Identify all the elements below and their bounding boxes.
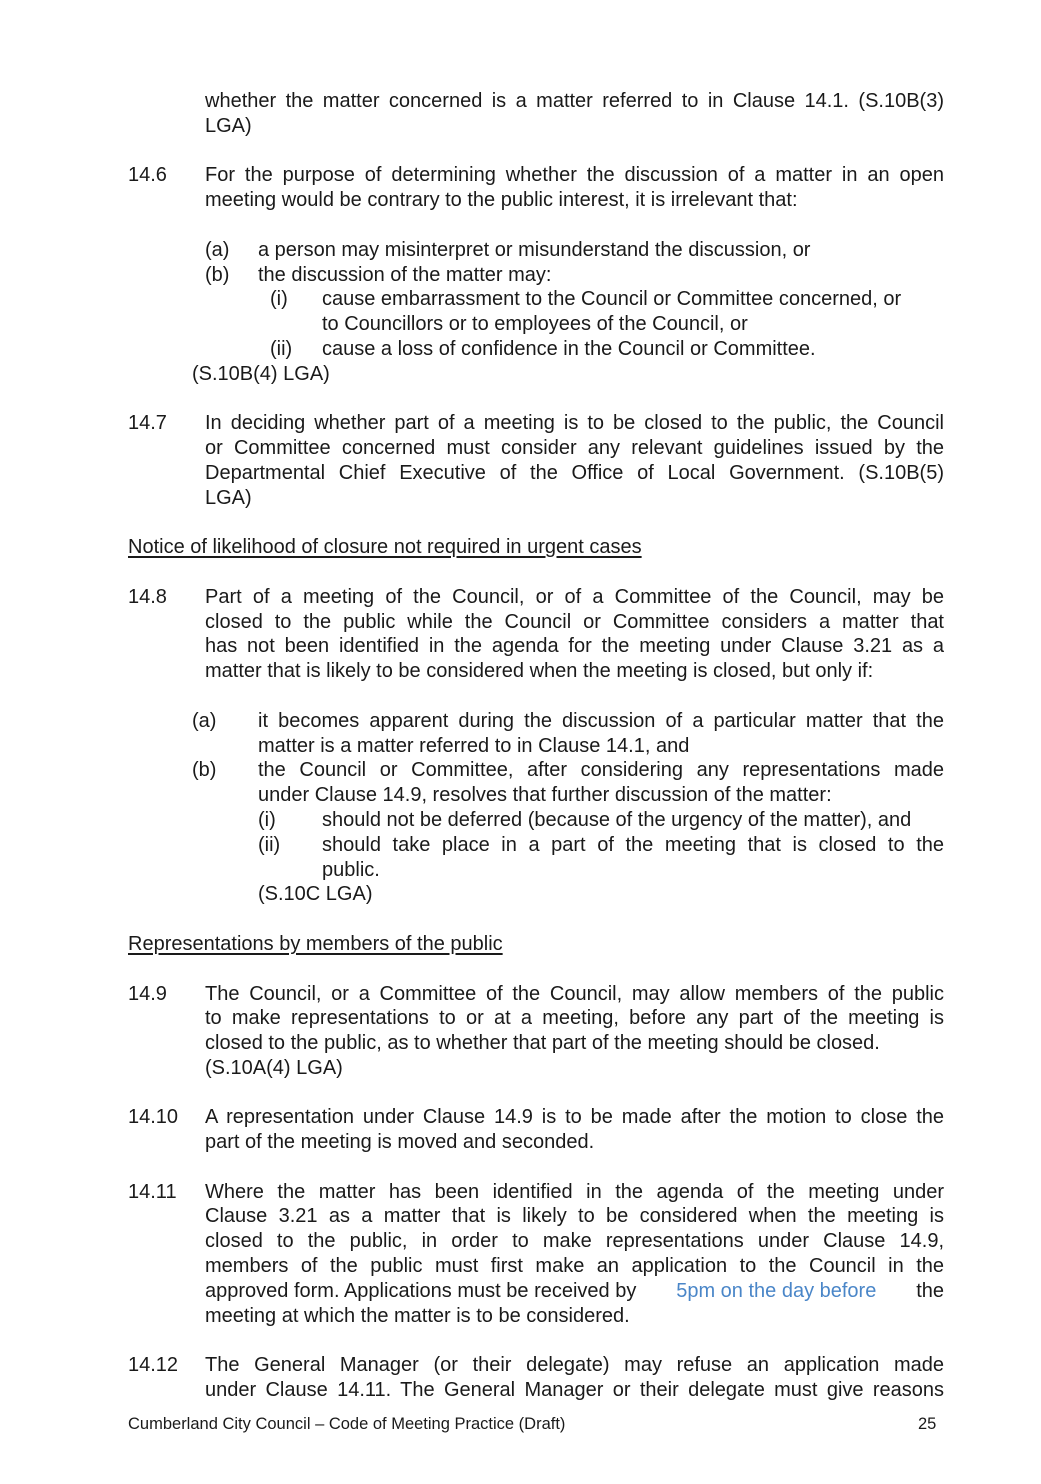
text-line: Part of a meeting of the Council, or of a Committee of the Council, may be [205, 586, 944, 608]
list-marker: (a) [205, 239, 230, 261]
list-marker: (ii) [258, 834, 281, 856]
citation: (S.10A(4) LGA) [205, 1057, 343, 1079]
text-line: should take place in a part of the meeting that is closed to the [322, 834, 944, 856]
text-line: whether the matter concerned is a matter referred to in Clause 14.1. (S.10B(3) [205, 90, 944, 112]
citation: (S.10B(4) LGA) [192, 363, 330, 385]
deadline-link[interactable]: 5pm on the day before [676, 1280, 877, 1302]
text-line: members of the public must first make an application to the Council in the [205, 1255, 944, 1277]
text-line: For the purpose of determining whether the discussion of a matter in an open [205, 164, 944, 186]
text-line: Where the matter has been identified in the agenda of the meeting under [205, 1181, 944, 1203]
clause-number: 14.8 [128, 586, 167, 608]
text-line: closed to the public, in order to make representations under Clause 14.9, [205, 1230, 944, 1252]
list-marker: (b) [205, 264, 230, 286]
text-line: Clause 3.21 as a matter that is likely to be considered when the meeting is [205, 1205, 944, 1227]
text-line: under Clause 14.9, resolves that further discussion of the matter: [258, 784, 832, 806]
text-line: public. [322, 859, 380, 881]
text-line: LGA) [205, 487, 252, 509]
clause-number: 14.12 [128, 1354, 179, 1376]
footer-title: Cumberland City Council – Code of Meeting Practice (Draft) [128, 1415, 566, 1433]
citation: (S.10C LGA) [258, 883, 373, 905]
text-line: to Councillors or to employees of the Council, or [322, 313, 748, 335]
text-line: has not been identified in the agenda for the meeting under Clause 3.21 as a [205, 635, 944, 657]
text-line: cause a loss of confidence in the Council or Committee. [322, 338, 816, 360]
text-fragment: the [916, 1280, 945, 1302]
clause-number: 14.7 [128, 412, 167, 434]
clause-number: 14.10 [128, 1106, 179, 1128]
list-marker: (b) [192, 759, 217, 781]
text-line: The Council, or a Committee of the Council, may allow members of the public [205, 983, 944, 1005]
text-line: matter is a matter referred to in Clause 14.1, and [258, 735, 690, 757]
list-marker: (i) [258, 809, 276, 831]
text-line: meeting at which the matter is to be considered. [205, 1305, 630, 1327]
clause-number: 14.6 [128, 164, 167, 186]
text-line: part of the meeting is moved and seconded. [205, 1131, 595, 1153]
text-line: In deciding whether part of a meeting is to be closed to the public, the Council [205, 412, 944, 434]
section-heading: Representations by members of the public [128, 933, 503, 955]
text-line: matter that is likely to be considered when the meeting is closed, but only if: [205, 660, 874, 682]
list-marker: (a) [192, 710, 217, 732]
text-line: to make representations to or at a meeting, before any part of the meeting is [205, 1007, 944, 1029]
text-line [205, 1279, 944, 1304]
text-line: under Clause 14.11. The General Manager or their delegate must give reasons [205, 1379, 944, 1401]
text-line: The General Manager (or their delegate) may refuse an application made [205, 1354, 944, 1376]
text-line: closed to the public while the Council or Committee considers a matter that [205, 611, 944, 633]
text-line: the Council or Committee, after considering any representations made [258, 759, 944, 781]
text-line: LGA) [205, 115, 252, 137]
text-line: A representation under Clause 14.9 is to be made after the motion to close the [205, 1106, 944, 1128]
page-number: 25 [918, 1415, 937, 1433]
text-line: a person may misinterpret or misunderstand the discussion, or [258, 239, 811, 261]
list-marker: (i) [270, 288, 288, 310]
text-line: meeting would be contrary to the public interest, it is irrelevant that: [205, 189, 798, 211]
text-line: the discussion of the matter may: [258, 264, 552, 286]
section-heading: Notice of likelihood of closure not required in urgent cases [128, 536, 642, 558]
text-line: closed to the public, as to whether that part of the meeting should be closed. [205, 1032, 880, 1054]
list-marker: (ii) [270, 338, 293, 360]
text-line: or Committee concerned must consider any relevant guidelines issued by the [205, 437, 944, 459]
clause-number: 14.11 [128, 1181, 177, 1203]
text-fragment: approved form. Applications must be received by [205, 1280, 637, 1302]
clause-number: 14.9 [128, 983, 167, 1005]
text-line: Departmental Chief Executive of the Office of Local Government. (S.10B(5) [205, 462, 944, 484]
text-line: it becomes apparent during the discussion of a particular matter that the [258, 710, 944, 732]
text-line: cause embarrassment to the Council or Committee concerned, or [322, 288, 902, 310]
text-line: should not be deferred (because of the urgency of the matter), and [322, 809, 912, 831]
